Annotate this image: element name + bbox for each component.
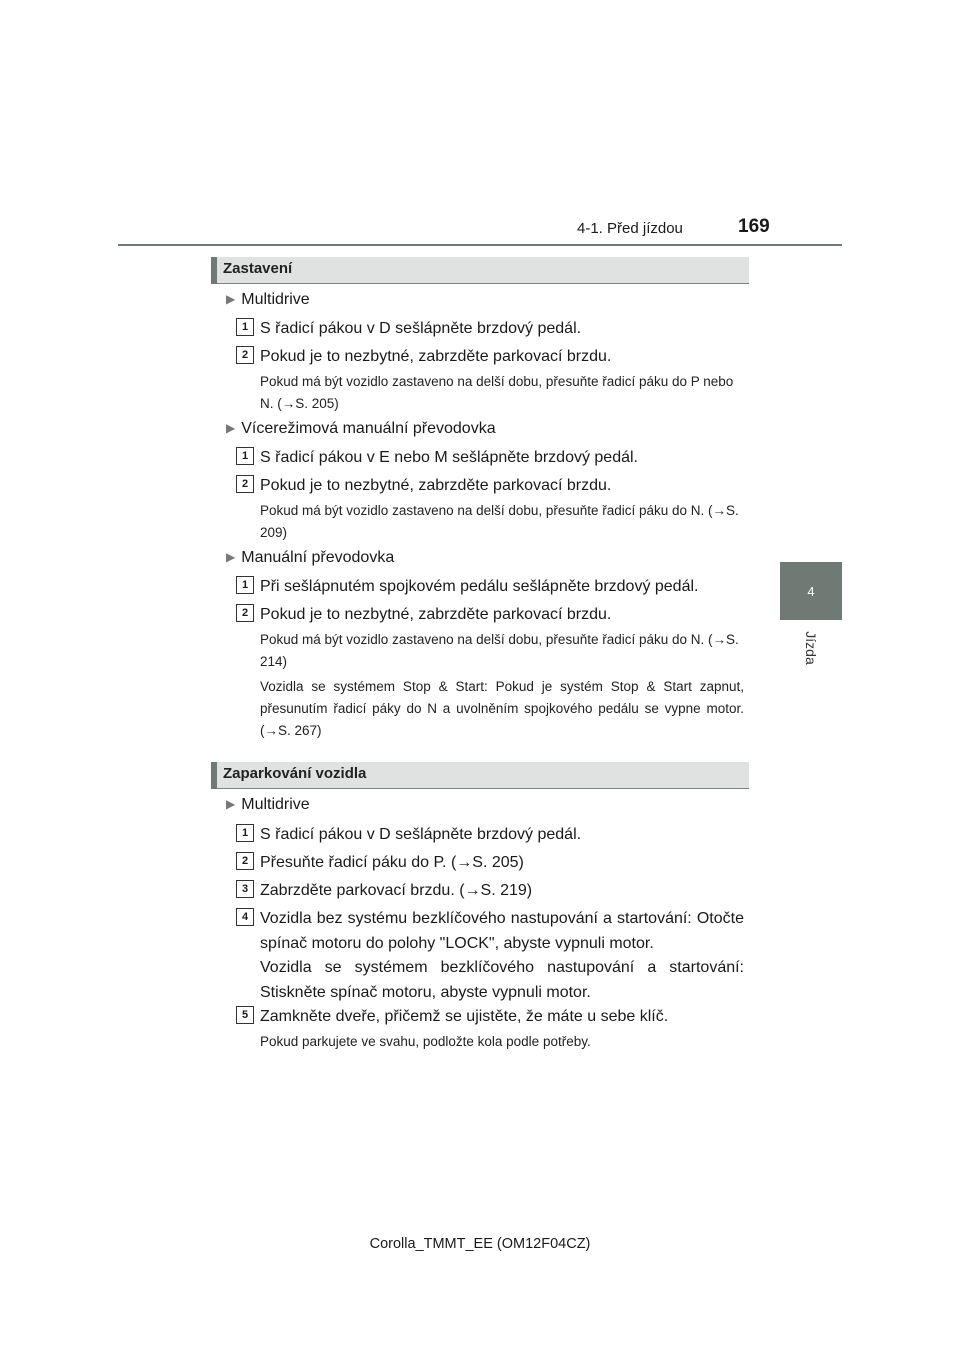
triangle-bullet-icon: ▶ (226, 550, 236, 564)
step-badge-3: 3 (236, 880, 254, 898)
step-badge-1: 1 (236, 447, 254, 465)
subheading-multidrive: ▶ Multidrive (226, 796, 310, 813)
note-text: Pokud má být vozidlo zastaveno na delší dobu, přesuňte řadicí páku do N. (→S. 209) (260, 503, 739, 540)
chapter-tab (780, 562, 842, 620)
step-badge-2: 2 (236, 604, 254, 622)
section-heading-park: Zaparkování vozidla (211, 762, 749, 789)
subheading-multidrive: ▶ Multidrive (226, 291, 310, 308)
step-badge-4: 4 (236, 908, 254, 926)
triangle-bullet-icon: ▶ (226, 292, 236, 306)
step-badge-2: 2 (236, 475, 254, 493)
step-text: Přesuňte řadicí páku do P. (→S. 205) (260, 854, 524, 871)
subheading-manual: ▶ Manuální převodovka (226, 549, 395, 566)
step-text: Pokud je to nezbytné, zabrzděte parkovací brzdu. (260, 348, 612, 365)
step-text: Pokud je to nezbytné, zabrzděte parkovací brzdu. (260, 477, 612, 494)
note-text: Pokud má být vozidlo zastaveno na delší dobu, přesuňte řadicí páku do P nebo N. (→S. 205) (260, 374, 734, 411)
note-text: Pokud parkujete ve svahu, podložte kola podle potřeby. (260, 1034, 591, 1049)
step-text: Zabrzděte parkovací brzdu. (→S. 219) (260, 882, 533, 899)
chapter-number: 4 (807, 583, 815, 599)
triangle-bullet-icon: ▶ (226, 421, 236, 435)
step-badge-1: 1 (236, 576, 254, 594)
step-text: S řadicí pákou v D sešlápněte brzdový pedál. (260, 826, 582, 843)
footer-model-code: Corolla_TMMT_EE (OM12F04CZ) (369, 1236, 591, 1252)
step-text: Vozidla bez systému bezklíčového nastupování a startování: Otočte spínač motoru do polohy "LOCK", abyste vypnuli motor. (260, 910, 744, 952)
step-text: S řadicí pákou v E nebo M sešlápněte brzdový pedál. (260, 449, 638, 466)
step-badge-2: 2 (236, 346, 254, 364)
step-badge-1: 1 (236, 824, 254, 842)
subheading-multimode: ▶ Vícerežimová manuální převodovka (226, 420, 496, 437)
header-rule (118, 244, 842, 246)
running-header-section: 4-1. Před jízdou (577, 220, 683, 237)
step-text: Vozidla se systémem bezklíčového nastupování a startování: Stiskněte spínač motoru, abyste vypnuli motor. (260, 959, 744, 1001)
step-badge-1: 1 (236, 318, 254, 336)
step-badge-5: 5 (236, 1006, 254, 1024)
section-heading-stop: Zastavení (211, 257, 749, 284)
step-text: S řadicí pákou v D sešlápněte brzdový pedál. (260, 320, 582, 337)
step-text: Pokud je to nezbytné, zabrzděte parkovací brzdu. (260, 606, 612, 623)
step-badge-2: 2 (236, 852, 254, 870)
page-number: 169 (738, 216, 770, 237)
note-text: Pokud má být vozidlo zastaveno na delší dobu, přesuňte řadicí páku do N. (→S. 214) (260, 632, 739, 669)
note-text: Vozidla se systémem Stop & Start: Pokud je systém Stop & Start zapnut, přesunutím řadicí páky do N a uvolněním spojkového pedálu se vypne motor. (→S. 267) (260, 679, 744, 738)
step-text: Zamkněte dveře, přičemž se ujistěte, že máte u sebe klíč. (260, 1008, 669, 1025)
chapter-label: Jízda (803, 631, 819, 665)
step-text: Při sešlápnutém spojkovém pedálu sešlápněte brzdový pedál. (260, 578, 699, 595)
triangle-bullet-icon: ▶ (226, 797, 236, 811)
